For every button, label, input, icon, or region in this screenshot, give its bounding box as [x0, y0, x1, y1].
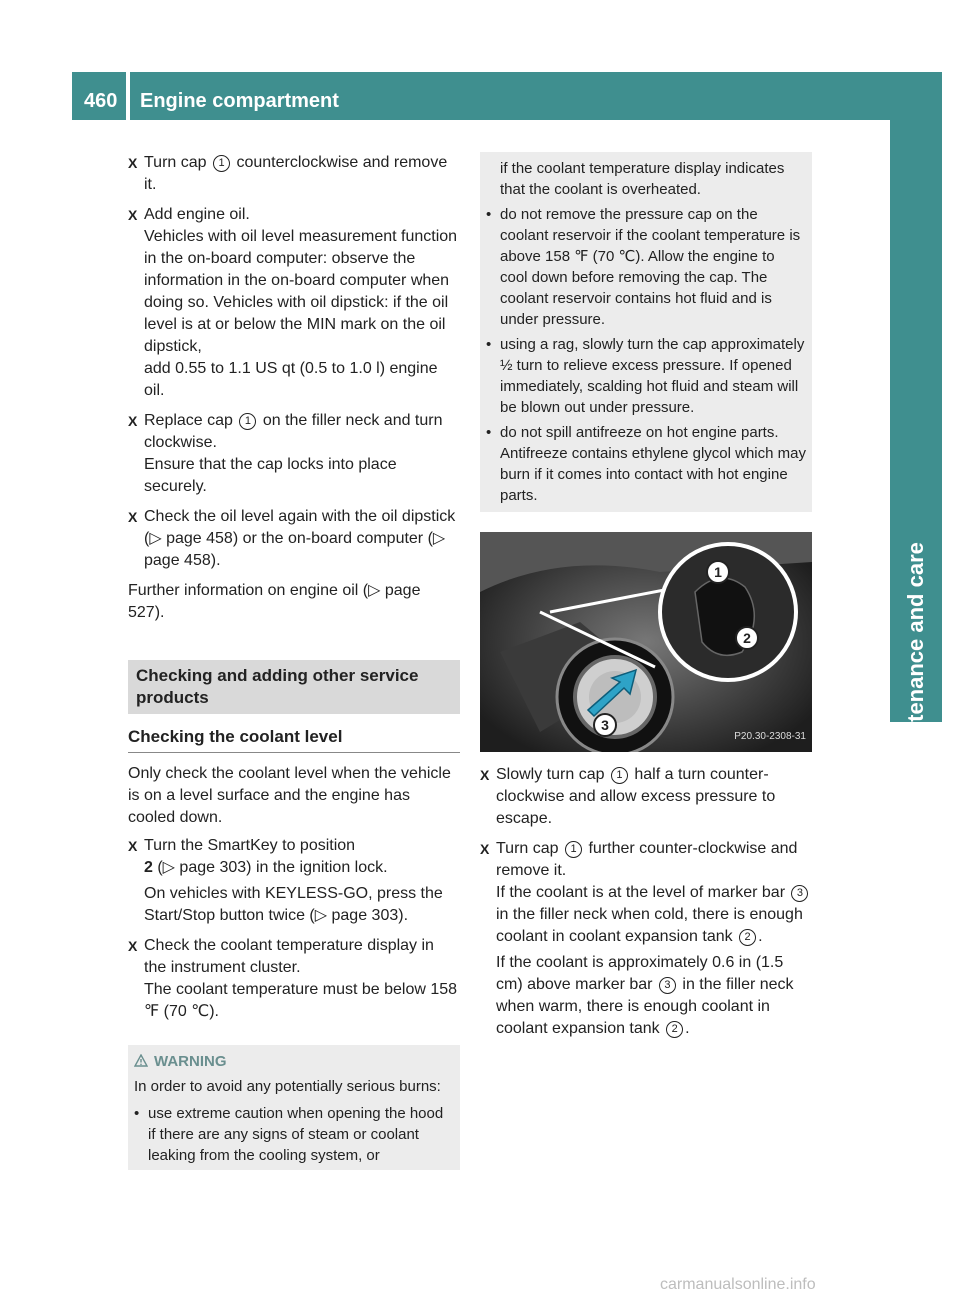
photo-caption: P20.30-2308-31	[734, 731, 806, 742]
callout-3: 3	[659, 977, 676, 994]
right-column	[480, 152, 812, 1048]
step-remove-cap: X Turn cap 1 further counter-clockwise and remove it. If the coolant is at the level of marker bar 3 in the filler neck when cold, there is enough coolant in coolant expansion tank 2 . If the coolant is approximately 0.6 in (1.5 cm) above marker bar 3 in the filler neck when warm, there is enough coolant in coolant expansion tank 2 .	[480, 838, 812, 1040]
sub-heading: Checking the coolant level	[128, 726, 460, 753]
photo-marker-3: 3	[601, 717, 609, 733]
step-slowly-turn: X Slowly turn cap 1 half a turn counter-clockwise and allow excess pressure to escape.	[480, 766, 776, 827]
warning-box-continued	[480, 152, 812, 512]
engine-photo	[480, 532, 812, 752]
warning-box	[128, 1045, 460, 1170]
warning-bullet: • use extreme caution when opening the hood if there are any signs of steam or coolant leaking from the cooling system, or	[134, 1105, 444, 1164]
step-marker: X	[128, 207, 138, 223]
step-detail: If the coolant is at the level of marker bar 3 in the filler neck when cold, there is enough coolant in coolant expansion tank 2 .	[496, 882, 812, 948]
step-detail: On vehicles with KEYLESS-GO, press the Start/Stop button twice (▷ page 303).	[144, 885, 443, 924]
warning-bullet: • using a rag, slowly turn the cap approximately ½ turn to relieve excess pressure. If opened immediately, scalding hot fluid and steam will be blown out under pressure.	[486, 336, 805, 416]
callout-2: 2	[666, 1021, 683, 1038]
callout-1: 1	[239, 413, 256, 430]
step-check-oil: X Check the oil level again with the oil dipstick (▷ page 458) or the on-board computer (▷ page 458).	[128, 508, 456, 569]
step-marker: X	[128, 413, 138, 429]
section-title: Engine compartment	[140, 90, 339, 112]
step-marker: X	[128, 938, 138, 954]
step-detail: add 0.55 to 1.1 US qt (0.5 to 1.0 l) engine oil.	[144, 360, 438, 399]
engine-illustration	[480, 532, 812, 752]
step-add-oil: X Add engine oil. Vehicles with oil level measurement function in the on-board computer: observe the information in the on-board computer when doing so. Vehicles with oil dipstick: if the oil level is at or below the MIN mark on the oil dipstick, add 0.55 to 1.1 US qt (0.5 to 1.0 l) engine oil.	[128, 204, 460, 402]
callout-1: 1	[611, 767, 628, 784]
step-detail: Ensure that the cap locks into place securely.	[144, 456, 397, 495]
intro-text: Only check the coolant level when the vehicle is on a level surface and the engine has cooled down.	[128, 765, 451, 826]
warning-bullet: • do not remove the pressure cap on the coolant reservoir if the coolant temperature is above 158 ℉ (70 ℃). Allow the engine to cool down before removing the cap. The coolant reservoir contains hot fluid and is under pressure.	[486, 206, 801, 328]
further-info: Further information on engine oil (▷ page 527).	[128, 582, 421, 621]
warning-intro: In order to avoid any potentially serious burns:	[134, 1078, 441, 1095]
header-separator	[126, 72, 130, 120]
left-column	[128, 152, 460, 1170]
side-tab-end	[890, 722, 942, 723]
step-marker: X	[480, 767, 490, 783]
step-marker: X	[480, 841, 490, 857]
warning-bullet: • do not spill antifreeze on hot engine parts. Antifreeze contains ethylene glycol which may burn if it comes into contact with hot engine parts.	[486, 424, 806, 504]
section-heading: Checking and adding other service products	[128, 660, 460, 714]
callout-1: 1	[565, 841, 582, 858]
page-header	[72, 72, 890, 120]
step-detail: The coolant temperature must be below 158 ℉ (70 ℃).	[144, 981, 458, 1020]
warning-lead: if the coolant temperature display indicates that the coolant is overheated.	[500, 160, 785, 198]
step-remove-cap: X Turn cap 1 counterclockwise and remove it.	[128, 154, 448, 193]
photo-marker-2: 2	[743, 630, 751, 646]
step-marker: X	[128, 155, 138, 171]
watermark: carmanualsonline.info	[660, 1276, 816, 1293]
step-detail: If the coolant is approximately 0.6 in (1.5 cm) above marker bar 3 in the filler neck when warm, there is enough coolant in coolant expansion tank 2 .	[496, 954, 794, 1037]
warning-triangle-icon	[134, 1054, 148, 1067]
photo-marker-1: 1	[714, 564, 722, 580]
step-marker: X	[128, 509, 138, 525]
step-smartkey: X Turn the SmartKey to position 2 (▷ page 303) in the ignition lock. On vehicles with KEYLESS-GO, press the Start/Stop button twice (▷ page 303).	[128, 835, 460, 927]
step-check-temp: X Check the coolant temperature display in the instrument cluster. The coolant temperature must be below 158 ℉ (70 ℃).	[128, 935, 460, 1023]
callout-1: 1	[213, 155, 230, 172]
step-marker: X	[128, 838, 138, 854]
step-detail: Vehicles with oil level measurement function in the on-board computer: observe the information in the on-board computer when doing so. Vehicles with oil dipstick: if the oil level is at or below the MIN mark on the oil dipstick,	[144, 228, 458, 355]
callout-3: 3	[791, 885, 808, 902]
side-tab	[890, 72, 942, 772]
page-number: 460	[84, 90, 118, 112]
side-tab-label: Maintenance and care	[903, 542, 928, 772]
callout-2: 2	[739, 929, 756, 946]
step-replace-cap: X Replace cap 1 on the filler neck and turn clockwise. Ensure that the cap locks into place securely.	[128, 410, 460, 498]
warning-title: WARNING	[154, 1053, 227, 1070]
